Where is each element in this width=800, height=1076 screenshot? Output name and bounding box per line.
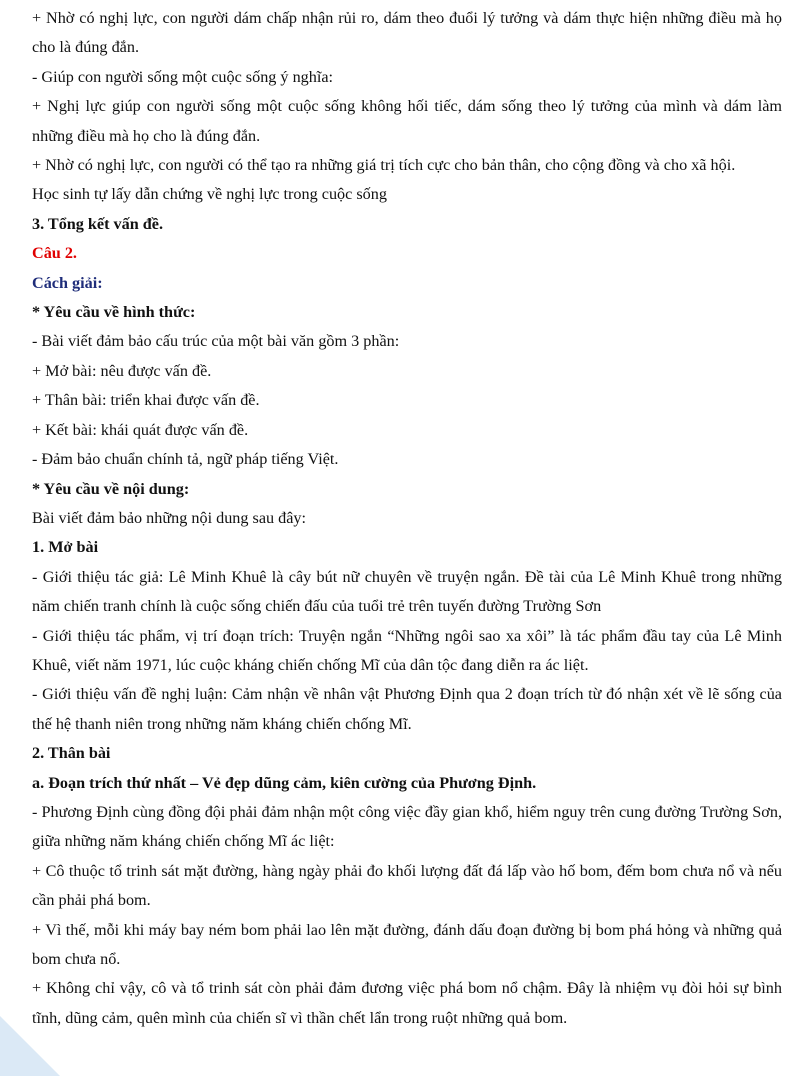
paragraph: Bài viết đảm bảo những nội dung sau đây: — [32, 508, 307, 527]
paragraph: + Mở bài: nêu được vấn đề. — [32, 361, 212, 380]
heading: * Yêu cầu về hình thức: — [32, 303, 196, 322]
paragraph: + Nhờ có nghị lực, con người có thể tạo ra những giá trị tích cực cho bản thân, cho cộng đồng và cho xã hội. — [32, 156, 736, 175]
heading: * Yêu cầu về nội dung: — [32, 479, 190, 498]
document-body — [32, 4, 782, 1033]
paragraph: - Giúp con người sống một cuộc sống ý nghĩa: — [32, 67, 334, 86]
paragraph: - Phương Định cùng đồng đội phải đảm nhận một công việc đầy gian khổ, hiểm nguy trên cung đường Trường Sơn, giữa những năm kháng chiến chống Mĩ ác liệt: — [32, 802, 782, 851]
paragraph: - Giới thiệu vấn đề nghị luận: Cảm nhận về nhân vật Phương Định qua 2 đoạn trích từ đó nhận xét về lẽ sống của thế hệ thanh niên trong những năm kháng chiến chống Mĩ. — [32, 685, 782, 733]
paragraph: - Giới thiệu tác giả: Lê Minh Khuê là cây bút nữ chuyên về truyện ngắn. Đề tài của Lê Minh Khuê trong những năm chiến tranh chính là cuộc sống chiến đấu của tuổi trẻ trên tuyến đường Trường Sơn — [32, 567, 782, 616]
heading: Cách giải: — [32, 273, 103, 292]
paragraph: Học sinh tự lấy dẫn chứng về nghị lực trong cuộc sống — [32, 185, 387, 204]
heading: Câu 2. — [32, 244, 77, 263]
paragraph: + Không chỉ vậy, cô và tổ trinh sát còn phải đảm đương việc phá bom nổ chậm. Đây là nhiệm vụ đòi hỏi sự bình tĩnh, dũng cảm, quên mình của chiến sĩ vì thần chết lẩn trong ruột những quả bom. — [32, 979, 782, 1027]
paragraph: - Đảm bảo chuẩn chính tả, ngữ pháp tiếng Việt. — [32, 450, 339, 469]
paragraph: - Bài viết đảm bảo cấu trúc của một bài văn gồm 3 phần: — [32, 332, 400, 351]
paragraph: + Kết bài: khái quát được vấn đề. — [32, 420, 249, 439]
heading: 2. Thân bài — [32, 744, 111, 763]
paragraph: + Nghị lực giúp con người sống một cuộc sống không hối tiếc, dám sống theo lý tưởng của mình và dám làm những điều mà họ cho là đúng đắn. — [32, 97, 782, 145]
paragraph: + Thân bài: triển khai được vấn đề. — [32, 391, 260, 410]
paragraph: - Giới thiệu tác phẩm, vị trí đoạn trích: Truyện ngắn “Những ngôi sao xa xôi” là tác phẩm đầu tay của Lê Minh Khuê, viết năm 1971, lúc cuộc kháng chiến chống Mĩ của dân tộc đang diễn ra ác liệt. — [32, 626, 782, 674]
paragraph: + Cô thuộc tổ trinh sát mặt đường, hàng ngày phải đo khối lượng đất đá lấp vào hố bom, đếm bom chưa nổ và nếu cần phải phá bom. — [32, 861, 782, 910]
heading: a. Đoạn trích thứ nhất – Vẻ đẹp dũng cảm, kiên cường của Phương Định. — [32, 773, 537, 792]
heading: 3. Tổng kết vấn đề. — [32, 214, 164, 233]
paragraph: + Nhờ có nghị lực, con người dám chấp nhận rủi ro, dám theo đuổi lý tưởng và dám thực hiện những điều mà họ cho là đúng đắn. — [32, 9, 782, 57]
paragraph: + Vì thế, mỗi khi máy bay ném bom phải lao lên mặt đường, đánh dấu đoạn đường bị bom phá hỏng và những quả bom chưa nổ. — [32, 920, 782, 968]
heading: 1. Mở bài — [32, 538, 99, 557]
